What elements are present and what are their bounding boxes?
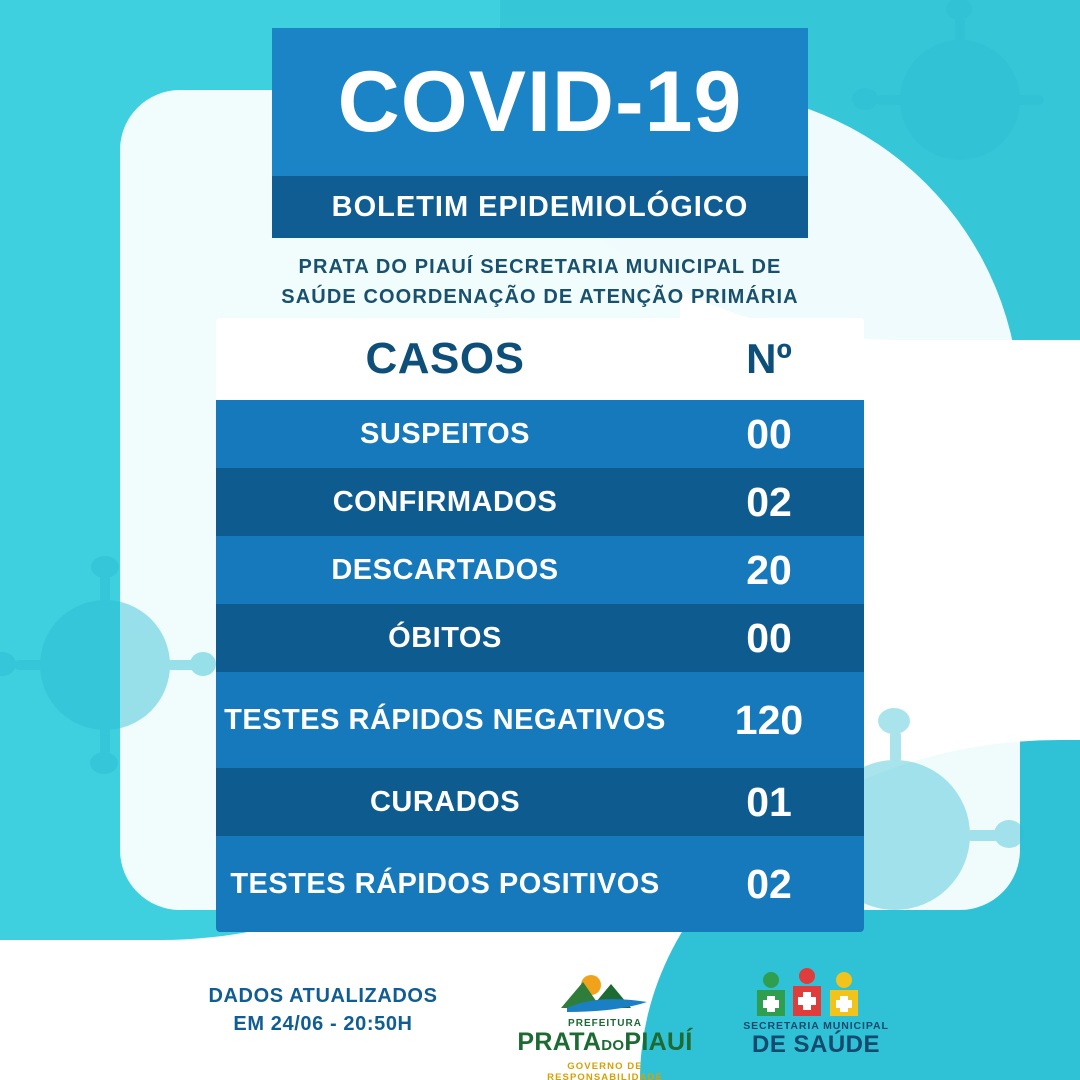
health-logo-line-1: SECRETARIA MUNICIPAL [743,1020,889,1032]
row-label: ÓBITOS [388,622,502,654]
table-row [216,468,864,536]
organization-line-2: SAÚDE COORDENAÇÃO DE ATENÇÃO PRIMÁRIA [281,286,799,308]
table-row [216,836,864,932]
city-logo-name-small: DO [601,1037,625,1054]
row-value: 00 [746,410,792,457]
last-updated-line-1: DADOS ATUALIZADOS [208,985,438,1007]
row-label: TESTES RÁPIDOS POSITIVOS [230,868,660,900]
health-figures-icon [741,968,891,1020]
row-label: CURADOS [369,786,521,818]
city-logo-name-main: PRATA [517,1028,602,1056]
footer [0,960,1080,1080]
row-value: 02 [746,478,792,525]
row-value: 120 [734,696,804,743]
table-row [216,768,864,836]
city-hall-logo [510,968,700,1080]
page-subtitle: BOLETIM EPIDEMIOLÓGICO [272,176,808,238]
city-logo-slogan: GOVERNO DE RESPONSABILIDADE [547,1061,663,1080]
row-label: SUSPEITOS [360,418,530,450]
row-value: 00 [746,614,792,661]
table-row [216,604,864,672]
health-logo-line-2: DE SAÚDE [751,1031,881,1058]
last-updated [178,982,468,1038]
row-value: 01 [746,778,792,825]
row-value: 02 [746,860,792,907]
table-header-cases: CASOS [365,334,525,383]
city-logo-name-end: PIAUÍ [624,1028,693,1056]
table-row [216,400,864,468]
city-logo-prefix: PREFEITURA [568,1018,642,1029]
row-value: 20 [746,546,792,593]
table-header-row [216,318,864,400]
row-label: TESTES RÁPIDOS NEGATIVOS [224,704,666,736]
table-row [216,536,864,604]
table-header-number: Nº [746,335,792,382]
last-updated-line-2: EM 24/06 - 20:50H [233,1013,413,1035]
virus-icon [40,600,170,730]
organization-line [230,252,850,312]
row-label: DESCARTADOS [331,554,559,586]
virus-icon [900,40,1020,160]
table-row [216,672,864,768]
city-crest-icon [557,968,653,1016]
row-label: CONFIRMADOS [332,486,558,518]
page-title: COVID-19 [272,28,808,176]
header-title-block [272,28,808,238]
health-department-logo [716,968,916,1058]
organization-line-1: PRATA DO PIAUÍ SECRETARIA MUNICIPAL DE [298,256,782,278]
cases-table [216,318,864,932]
city-logo-name [510,1029,700,1059]
